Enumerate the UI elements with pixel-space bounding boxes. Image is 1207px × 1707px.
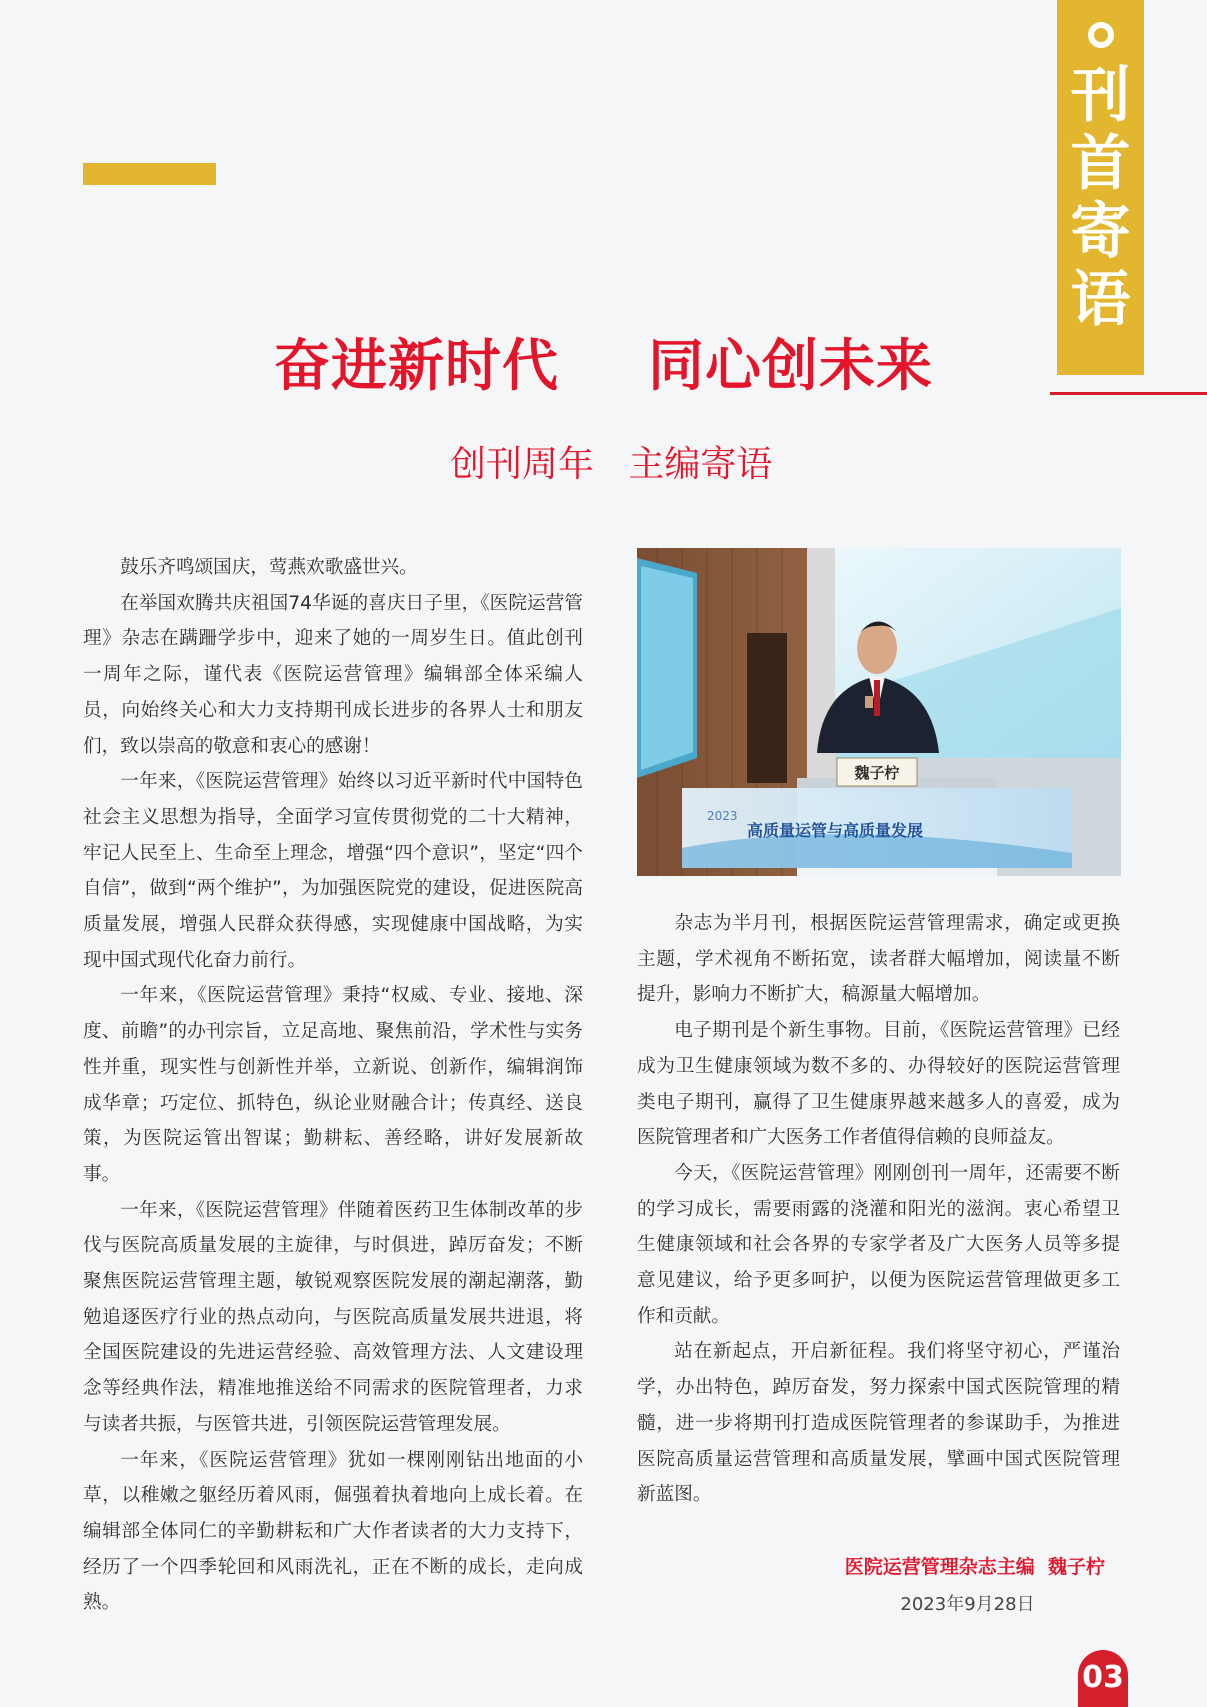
paragraph: 一年来，《医院运营管理》伴随着医药卫生体制改革的步伐与医院高质量发展的主旋律，与时俱进，踔厉奋发；不断聚焦医院运营管理主题，敏锐观察医院发展的潮起潮落，勤勉追逐医疗行业的热点动向，与医院高质量发展共进退，将全国医院建设的先进运营经验、高效管理方法、人文建设理念等经典作法，精准地推送给不同需求的医院管理者，力求与读者共振，与医管共进，引领医院运营管理发展。 [83,1199,583,1435]
editor-photo [637,548,1121,876]
right-column [637,906,1120,1513]
paragraph: 站在新起点，开启新征程。我们将坚守初心，严谨治学，办出特色，踔厉奋发，努力探索中国式医院管理的精髓，进一步将期刊打造成医院管理者的参谋助手，为推进医院高质量运营管理和高质量发展，擘画中国式医院管理新蓝图。 [637,1341,1120,1506]
name-plate: 魏子柠 [854,764,900,782]
section-tab-label: 刊首寄语 [1070,61,1131,335]
paragraph: 在举国欢腾共庆祖国74华诞的喜庆日子里，《医院运营管理》杂志在蹒跚学步中，迎来了她的一周岁生日。值此创刊一周年之际，谨代表《医院运营管理》编辑部全体采编人员，向始终关心和大力支持期刊成长进步的各界人士和朋友们，致以崇高的敬意和衷心的感谢！ [83,592,583,757]
paragraph: 一年来，《医院运营管理》始终以习近平新时代中国特色社会主义思想为指导，全面学习宣传贯彻党的二十大精神，牢记人民至上、生命至上理念，增强“四个意识”，坚定“四个自信”，做到“两个维护”，为加强医院党的建设，促进医院高质量发展，增强人民群众获得感，实现健康中国战略，为实现中国式现代化奋力前行。 [83,771,583,971]
gold-accent-bar [83,163,216,185]
page-number: 03 [1078,1650,1128,1707]
paragraph: 鼓乐齐鸣颂国庆，莺燕欢歌盛世兴。 [120,557,418,578]
ring-icon [1088,22,1114,48]
signature-name: 医院运营管理杂志主编 魏子柠 [844,1556,1105,1578]
paragraph: 杂志为半月刊，根据医院运营管理需求，确定或更换主题，学术视角不断拓宽，读者群大幅增加，阅读量不断提升，影响力不断扩大，稿源量大幅增加。 [637,913,1120,1006]
paragraph: 电子期刊是个新生事物。目前，《医院运营管理》已经成为卫生健康领域为数不多的、办得较好的医院运营管理类电子期刊，赢得了卫生健康界越来越多人的喜爱，成为医院管理者和广大医务工作者值得信赖的良师益友。 [637,1020,1120,1149]
banner-text: 高质量运管与高质量发展 [747,821,924,840]
left-column [83,550,583,1621]
paragraph: 今天，《医院运营管理》刚刚创刊一周年，还需要不断的学习成长，需要雨露的浇灌和阳光的滋润。衷心希望卫生健康领域和社会各界的专家学者及广大医务人员等多提意见建议，给予更多呵护，以便为医院运营管理做更多工作和贡献。 [637,1162,1120,1327]
paragraph: 一年来，《医院运营管理》秉持“权威、专业、接地、深度、前瞻”的办刊宗旨，立足高地、聚焦前沿，学术性与实务性并重，现实性与创新性并举，立新说、创新作，编辑润饰成华章；巧定位、抓特色，纵论业财融合计；传真经、送良策，为医院运管出智谋；勤耕耘、善经略，讲好发展新故事。 [83,985,583,1185]
page-title: 奋进新时代 同心创未来 [274,334,933,399]
section-tab [1057,0,1144,375]
signature-date: 2023年9月28日 [900,1594,1035,1615]
page-subtitle: 创刊周年 主编寄语 [450,444,773,485]
banner-year: 2023 [707,809,738,823]
paragraph: 一年来，《医院运营管理》犹如一棵刚刚钻出地面的小草，以稚嫩之躯经历着风雨，倔强着执着地向上成长着。在编辑部全体同仁的辛勤耕耘和广大作者读者的大力支持下，经历了一个四季轮回和风雨洗礼，正在不断的成长，走向成熟。 [83,1449,583,1614]
